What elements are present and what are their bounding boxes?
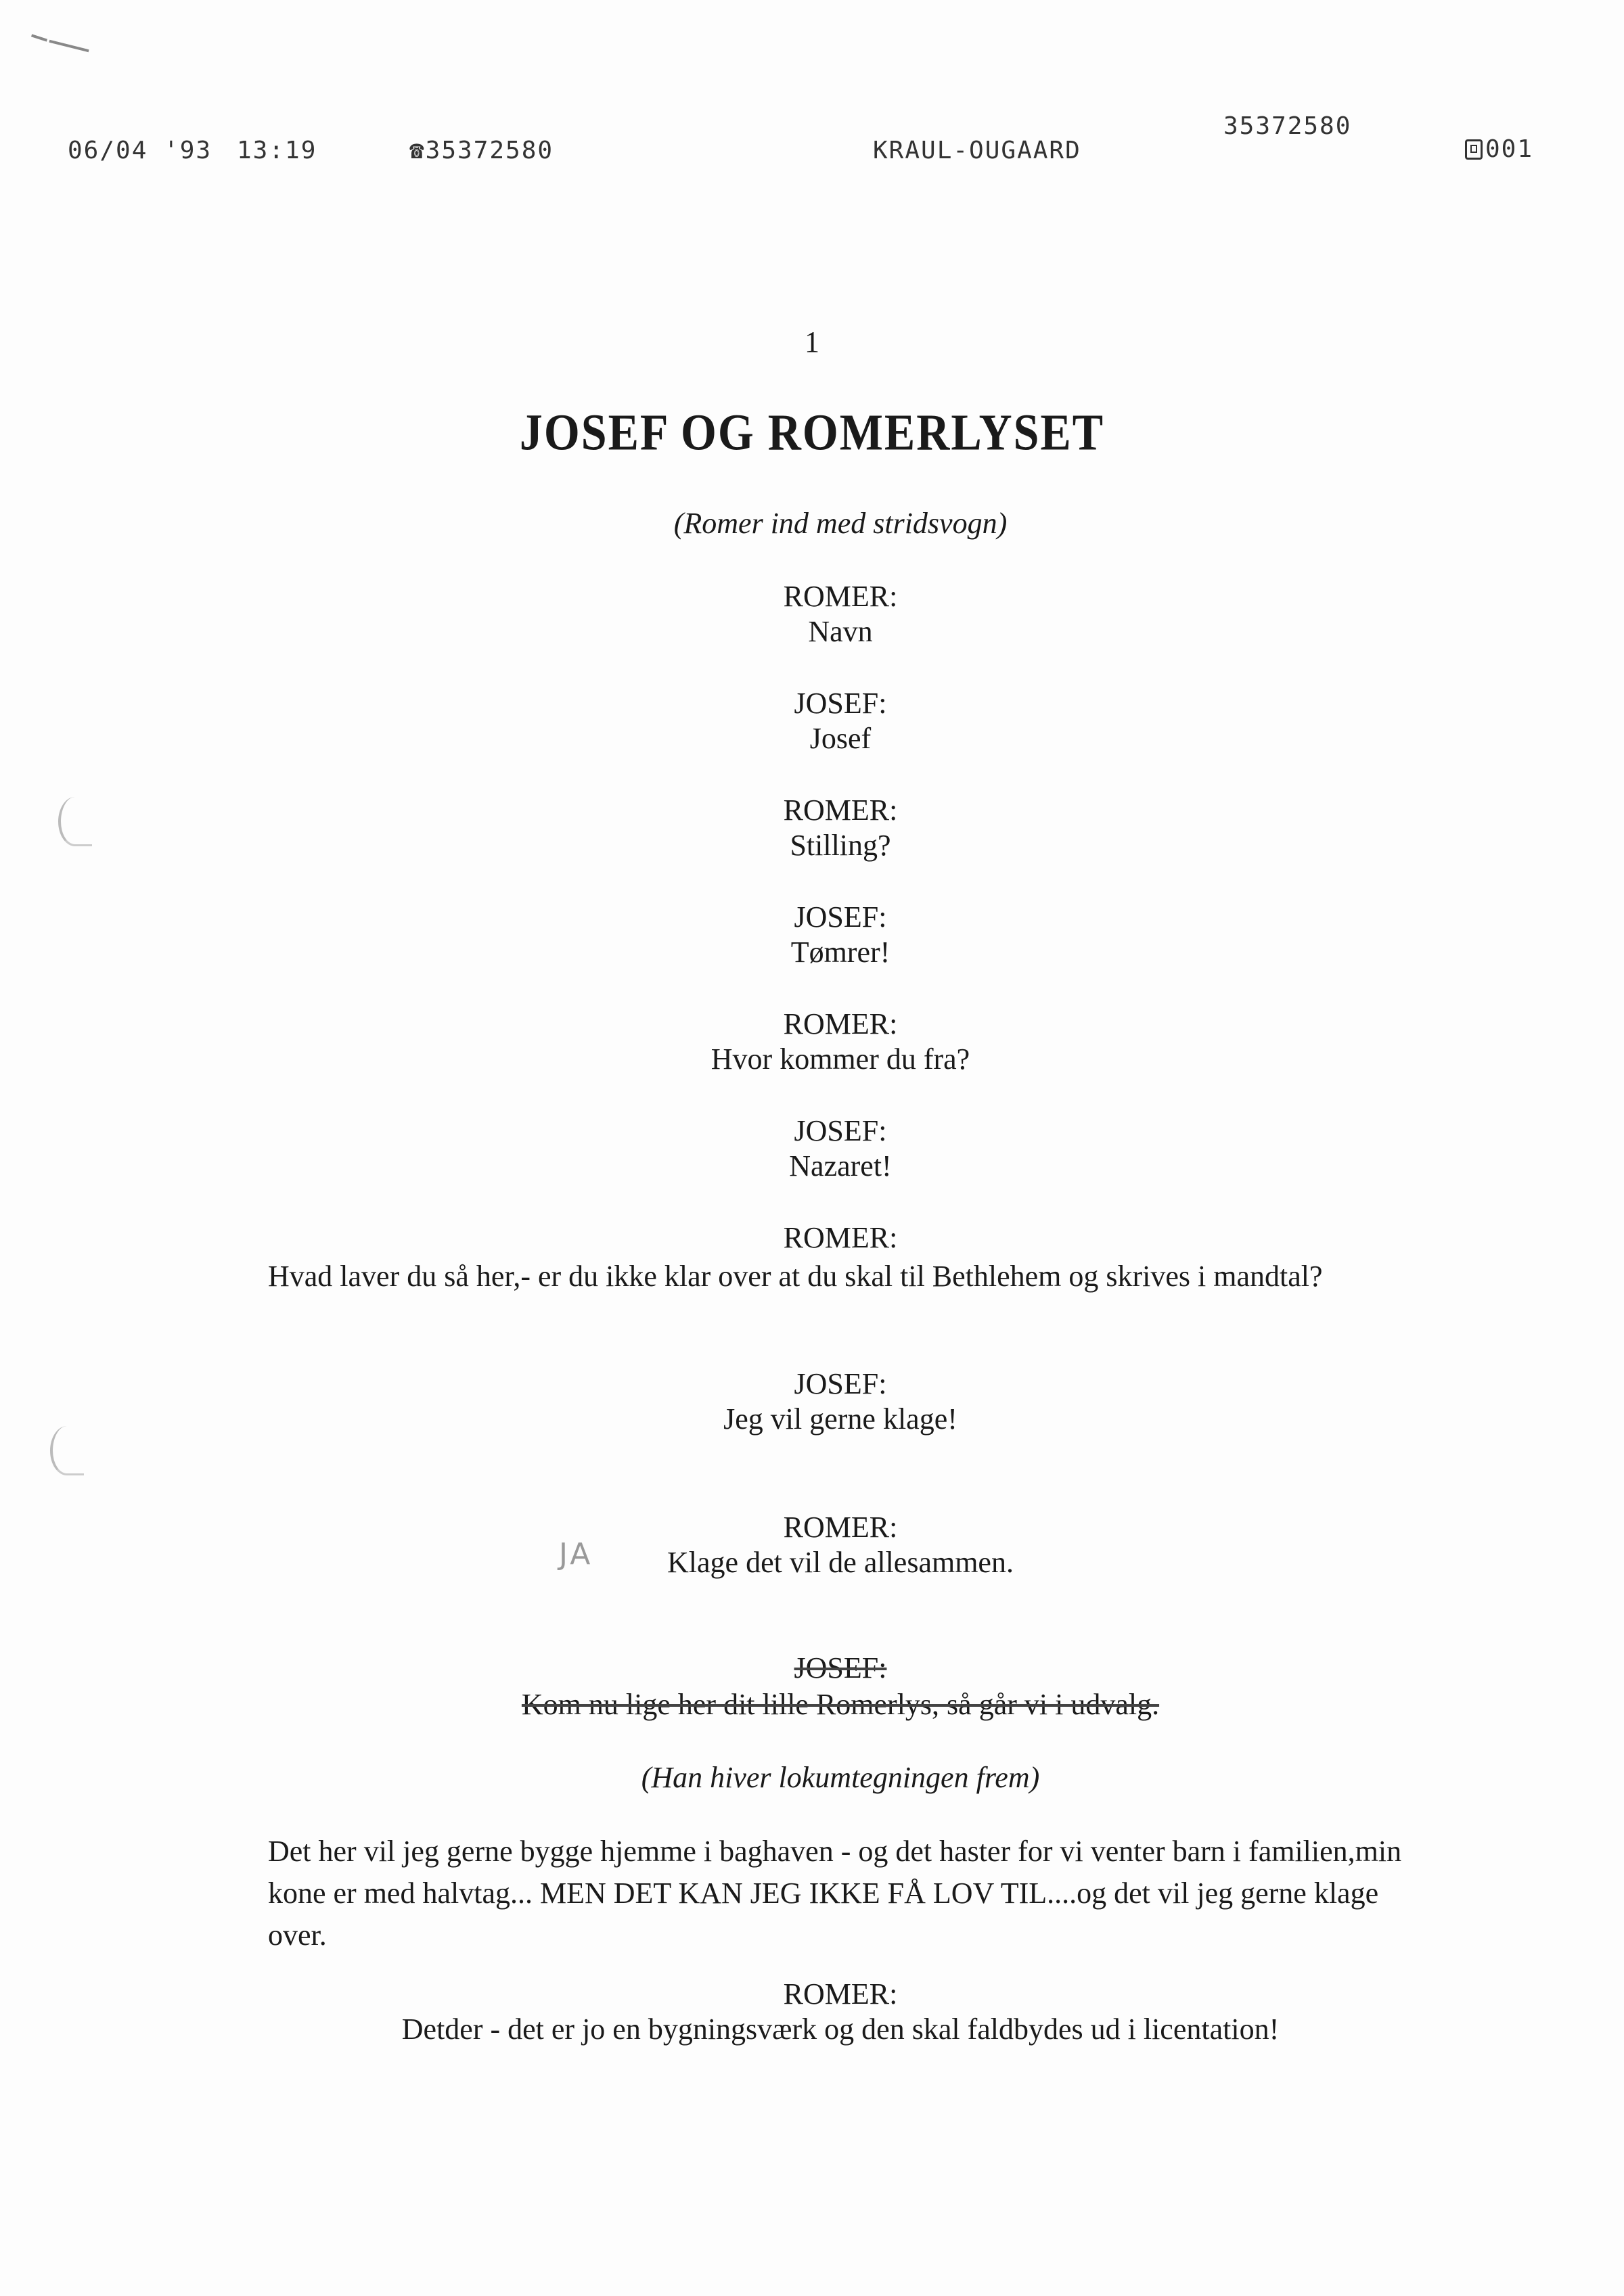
stage-direction: (Han hiver lokumtegningen frem) (641, 1761, 1040, 1794)
fax-sender-number: 35372580 (1223, 112, 1352, 140)
scan-mark (31, 34, 47, 41)
page-number: 1 (805, 325, 819, 359)
struck-dialogue-line: Kom nu lige her dit lille Romerlys, så går vi i udvalg. (521, 1688, 1160, 1721)
speaker-label: ROMER: (783, 1511, 898, 1544)
dialogue-line: Detder - det er jo en bygningsværk og den skal faldbydes ud i licentation! (401, 2013, 1280, 2046)
stage-direction: (Romer ind med stridsvogn) (673, 507, 1008, 540)
speaker-label: ROMER: (783, 580, 898, 613)
fax-sender: KRAUL-OUGAARD (873, 137, 1081, 164)
fax-page-icon (1465, 139, 1483, 160)
dialogue-line: Hvor kommer du fra? (710, 1042, 970, 1076)
speaker-label: JOSEF: (794, 1114, 887, 1147)
dialogue-line: Nazaret! (789, 1149, 892, 1183)
speaker-label: ROMER: (783, 1221, 898, 1254)
speaker-label: JOSEF: (794, 900, 887, 934)
dialogue-line: Josef (809, 722, 872, 755)
dialogue-line: Tømrer! (790, 936, 890, 969)
fax-time: 13:19 (237, 137, 317, 164)
speaker-label: JOSEF: (794, 687, 887, 720)
speaker-label: ROMER: (783, 794, 898, 827)
dialogue-paragraph: Det her vil jeg gerne bygge hjemme i baghaven - og det haster for vi venter barn i familien,min kone er med halvtag... MEN DET KAN JEG IKKE FÅ LOV TIL....og det vil jeg gerne klage over. (268, 1835, 1402, 1952)
handwritten-note: JA (559, 1537, 593, 1571)
dialogue-line: Jeg vil gerne klage! (723, 1402, 957, 1436)
speaker-label: ROMER: (783, 1007, 898, 1040)
dialogue-line: Navn (808, 615, 873, 648)
scan-mark (49, 40, 89, 52)
fax-phone-number: ☎35372580 (409, 137, 554, 164)
dialogue-line: Stilling? (790, 829, 891, 862)
page-title: JOSEF OG ROMERLYSET (519, 403, 1105, 461)
fax-date: 06/04 '93 (68, 137, 212, 164)
dialogue-line: Klage det vil de allesammen. (667, 1546, 1014, 1579)
fax-page-counter (1465, 135, 1533, 163)
speaker-label: ROMER: (783, 1977, 898, 2011)
struck-speaker-label: JOSEF: (794, 1651, 887, 1684)
speaker-label: JOSEF: (794, 1367, 887, 1400)
dialogue-paragraph: Hvad laver du så her,- er du ikke klar over at du skal til Bethlehem og skrives i mandtal? (268, 1260, 1323, 1293)
fax-page-value: 001 (1485, 135, 1534, 163)
